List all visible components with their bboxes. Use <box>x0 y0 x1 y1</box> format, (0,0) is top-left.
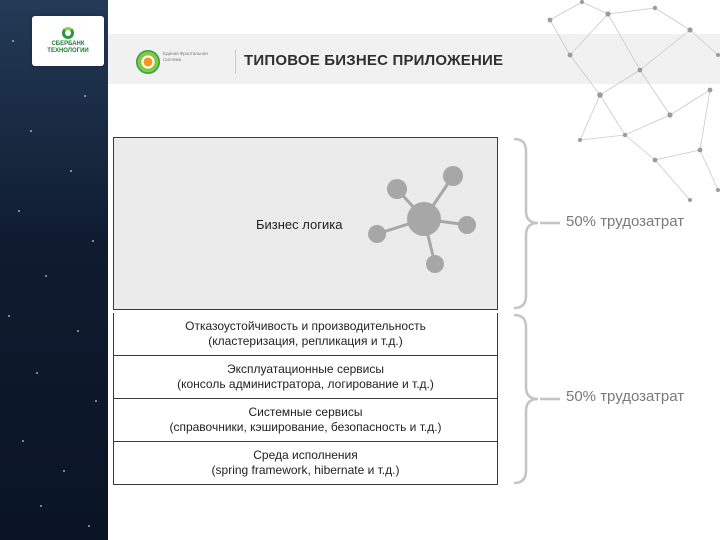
hub-nodes-icon <box>364 163 484 283</box>
layer-title: Среда исполнения <box>253 448 358 462</box>
effort-label-bottom: 50% трудозатрат <box>566 388 685 405</box>
effort-label-top: 50% трудозатрат <box>566 213 685 230</box>
page-title: ТИПОВОЕ БИЗНЕС ПРИЛОЖЕНИЕ <box>244 52 504 69</box>
business-logic-label: Бизнес логика <box>256 217 343 232</box>
network-decoration <box>540 0 720 230</box>
eco-logo-icon <box>136 50 160 74</box>
layer-subtitle: (справочники, кэширование, безопасность и т.д.) <box>169 420 442 434</box>
layer-title: Эксплуатационные сервисы <box>226 362 384 376</box>
bottom-brace <box>512 313 562 485</box>
eco-logo-text: Единая Фронтальная Система <box>163 51 208 62</box>
layer-subtitle: (кластеризация, репликация и т.д.) <box>208 334 403 348</box>
business-logic-box <box>113 137 498 310</box>
starfield-background <box>0 0 108 540</box>
layer-subtitle: (spring framework, hibernate и т.д.) <box>211 463 400 477</box>
sber-logo-icon <box>62 27 74 39</box>
layer-title: Системные сервисы <box>248 405 363 419</box>
layer-title: Отказоустойчивость и производительность <box>185 319 426 333</box>
top-brace <box>512 137 562 310</box>
company-logo <box>32 16 104 66</box>
architecture-stack <box>113 137 498 485</box>
layer-system-services <box>113 399 498 442</box>
company-logo-text: СБЕРБАНК ТЕХНОЛОГИИ <box>47 41 89 54</box>
layer-operational-services <box>113 356 498 399</box>
layer-runtime <box>113 442 498 485</box>
layer-subtitle: (консоль администратора, логирование и т.д.) <box>177 377 434 391</box>
layer-fault-tolerance <box>113 313 498 356</box>
title-divider <box>235 50 236 74</box>
